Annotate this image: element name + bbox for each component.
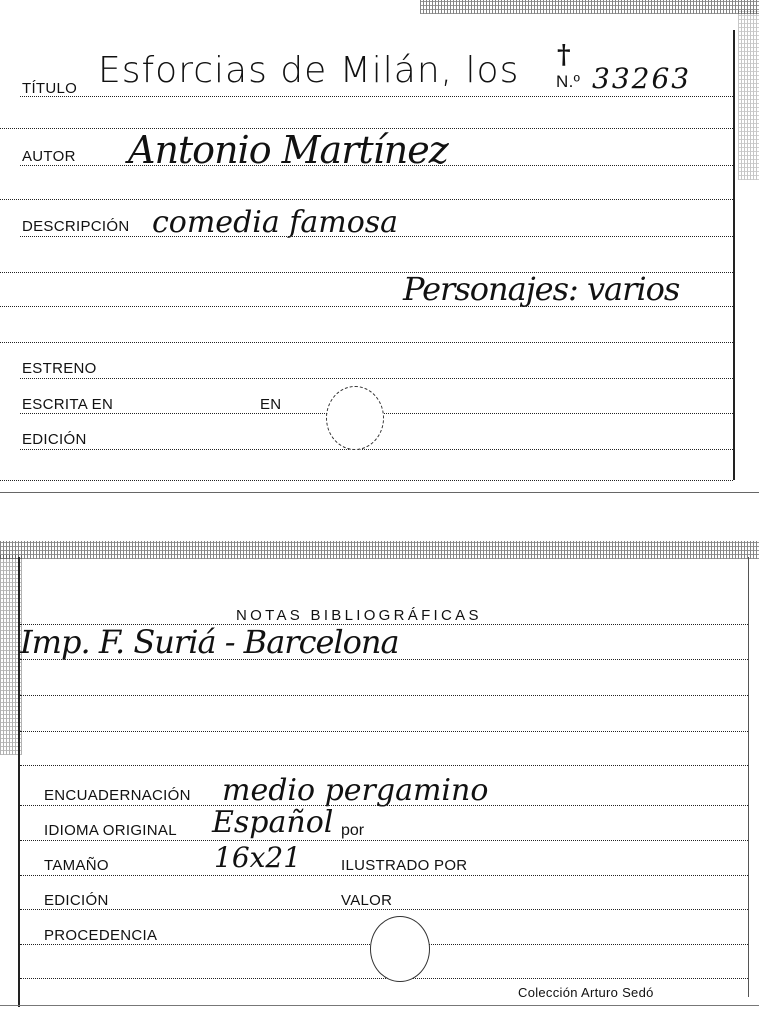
encuadernacion-label: ENCUADERNACIÓN xyxy=(44,787,191,804)
tamano-line xyxy=(20,875,748,876)
idioma-label: IDIOMA ORIGINAL xyxy=(44,822,177,839)
notas-label: NOTAS BIBLIOGRÁFICAS xyxy=(236,607,482,624)
edicion2-line xyxy=(20,909,748,910)
card-bottom-edge xyxy=(0,492,759,493)
rule-line xyxy=(0,342,733,343)
titulo-line xyxy=(20,96,733,97)
punch-hole xyxy=(370,916,430,982)
card-top-edge-texture xyxy=(420,0,759,14)
encuadernacion-value: medio pergamino xyxy=(222,773,489,808)
rule-line xyxy=(20,695,748,696)
card-right-border xyxy=(733,30,735,480)
coleccion-label: Colección Arturo Sedó xyxy=(518,985,654,1000)
punch-hole xyxy=(326,386,384,450)
estreno-line xyxy=(20,378,733,379)
titulo-label: TÍTULO xyxy=(22,80,78,97)
numero-label: N.º xyxy=(556,72,581,91)
autor-label: AUTOR xyxy=(22,148,76,165)
notas-value: Imp. F. Suriá - Barcelona xyxy=(20,623,399,661)
catalog-card-bottom xyxy=(0,535,759,1028)
card-right-edge-texture xyxy=(738,10,759,180)
rule-line xyxy=(20,978,748,979)
idioma-line xyxy=(20,840,748,841)
edicion-line xyxy=(20,449,733,450)
procedencia-label: PROCEDENCIA xyxy=(44,927,158,944)
rule-line xyxy=(20,659,748,660)
autor-line xyxy=(20,165,733,166)
tamano-value: 16x21 xyxy=(214,841,302,874)
descripcion-label: DESCRIPCIÓN xyxy=(22,218,130,235)
card-right-border xyxy=(748,557,749,997)
edicion2-label: EDICIÓN xyxy=(44,892,109,909)
escrita-en-label: ESCRITA EN xyxy=(22,396,114,413)
titulo-value: Esforcias de Milán, los xyxy=(98,50,520,91)
autor-value: Antonio Martínez xyxy=(128,128,448,172)
cross-mark: † xyxy=(557,40,571,70)
por-label: por xyxy=(341,822,365,839)
catalog-card-top xyxy=(0,0,759,495)
valor-label: VALOR xyxy=(341,892,393,909)
rule-line xyxy=(0,480,733,481)
rule-line xyxy=(20,765,748,766)
descripcion-value: comedia famosa xyxy=(152,205,399,240)
personajes-value: Personajes: varios xyxy=(403,270,680,308)
descripcion-line xyxy=(20,236,733,237)
edicion-label: EDICIÓN xyxy=(22,431,87,448)
tamano-label: TAMAÑO xyxy=(44,857,109,874)
numero-value: 33263 xyxy=(592,62,692,95)
idioma-value: Español xyxy=(212,805,334,840)
rule-line xyxy=(0,199,733,200)
card-top-edge-texture xyxy=(0,541,759,559)
rule-line xyxy=(20,731,748,732)
estreno-label: ESTRENO xyxy=(22,360,97,377)
rule-line xyxy=(0,306,733,307)
ilustrado-label: ILUSTRADO POR xyxy=(341,857,468,874)
en-label: EN xyxy=(260,396,282,413)
card-bottom-edge xyxy=(0,1005,759,1006)
encuadernacion-line xyxy=(20,805,748,806)
